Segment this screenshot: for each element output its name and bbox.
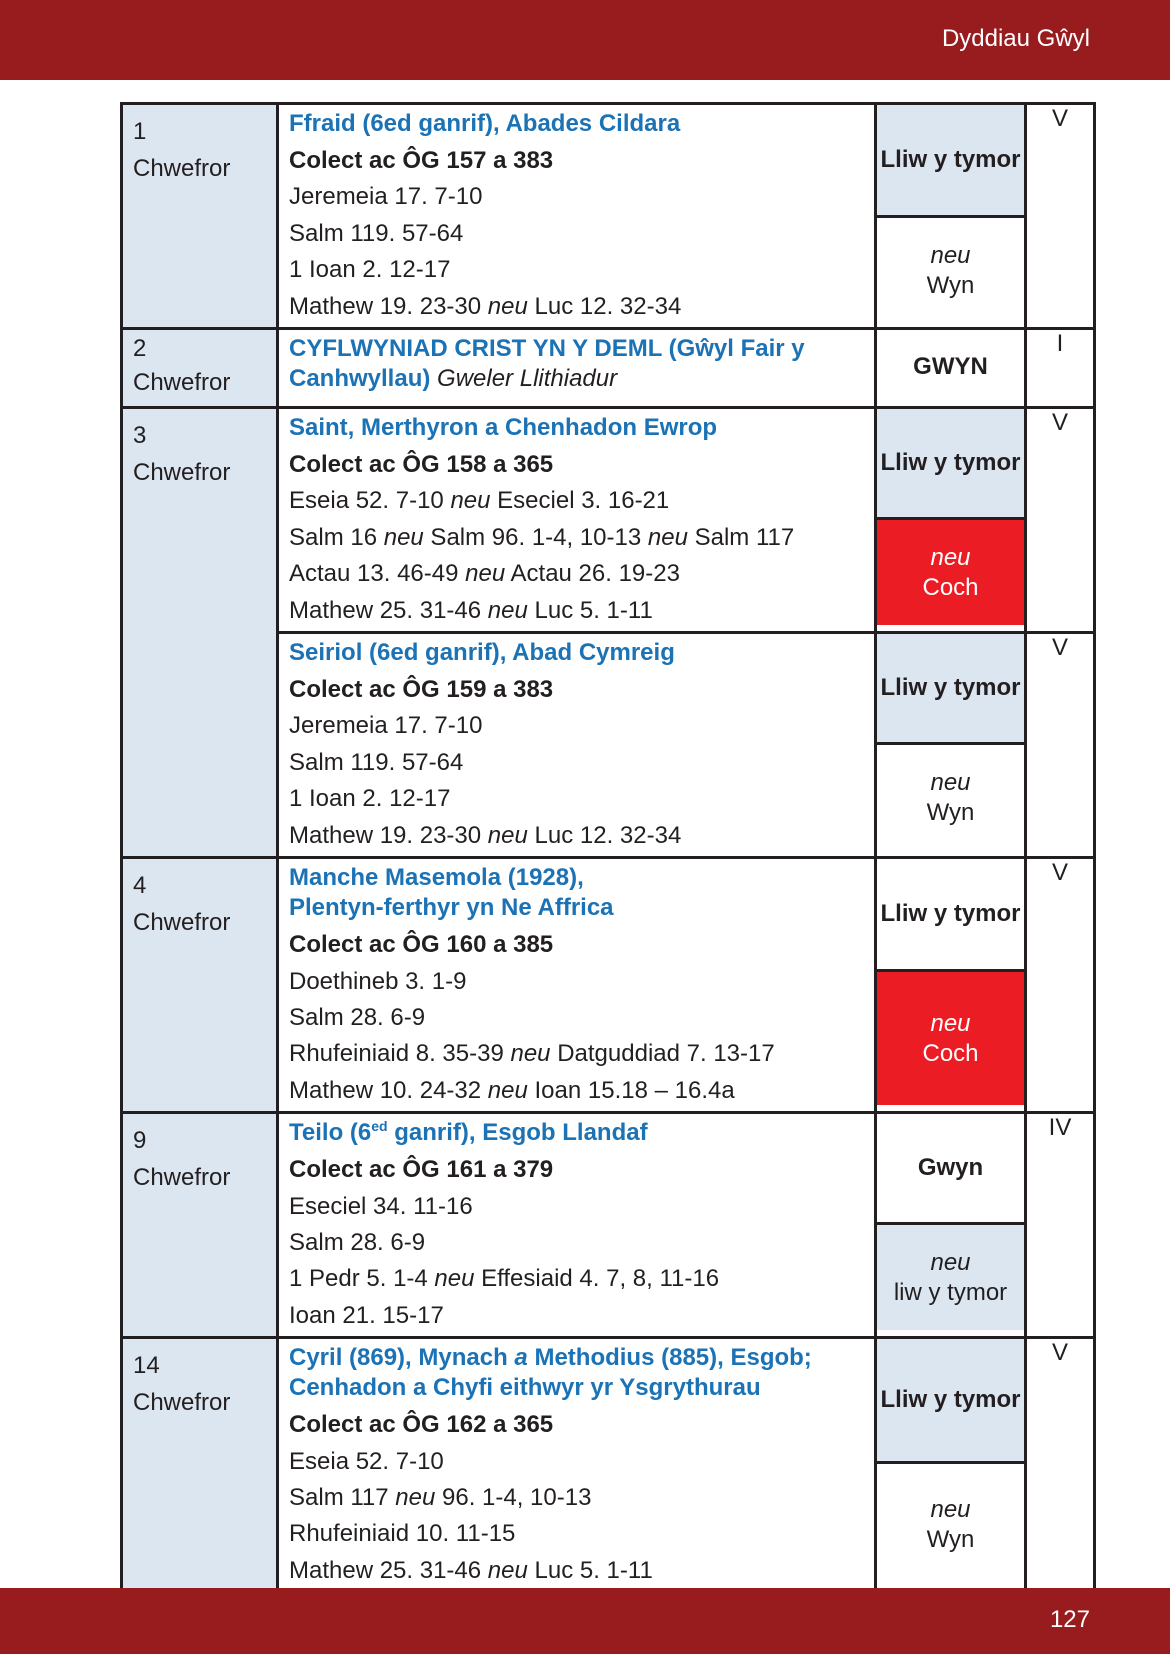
month-name: Chwefror — [133, 909, 231, 937]
day-number: 4 — [133, 872, 147, 900]
reading: Actau 13. 46-49 neu Actau 26. 19-23 — [289, 560, 680, 588]
collect-ref: Colect ac ÔG 158 a 365 — [289, 451, 554, 479]
reading: Salm 119. 57-64 — [289, 219, 464, 247]
feast-note: Gweler Llithiadur — [437, 365, 618, 393]
date-cell — [122, 329, 278, 408]
liturgical-colour: Gwyn — [877, 1114, 1024, 1222]
colour-cell — [876, 858, 1026, 1113]
date-cell — [122, 1338, 278, 1593]
collect-ref: Colect ac ÔG 157 a 383 — [289, 147, 554, 174]
feast-title: Manche Masemola (1928), Plentyn-ferthyr yn Ne Affrica — [289, 864, 614, 922]
liturgical-colour-alt: neu Coch — [877, 517, 1024, 625]
day-number: 9 — [133, 1127, 147, 1155]
month-name: Chwefror — [133, 155, 231, 182]
reading: Salm 28. 6-9 — [289, 1228, 426, 1256]
colour-cell — [876, 633, 1026, 858]
colour-cell — [876, 104, 1026, 329]
reading: Eseciel 34. 11-16 — [289, 1192, 473, 1220]
month-name: Chwefror — [133, 369, 231, 397]
feast-cell — [278, 329, 876, 408]
colour-cell — [876, 1338, 1026, 1593]
rank-cell: V — [1026, 633, 1095, 858]
rank-cell: IV — [1026, 1113, 1095, 1338]
table-row — [122, 104, 1095, 329]
reading: 1 Ioan 2. 12-17 — [289, 785, 451, 813]
date-cell — [122, 104, 278, 329]
reading: Salm 117 neu 96. 1-4, 10-13 — [289, 1483, 592, 1511]
reading: Jeremeia 17. 7-10 — [289, 712, 483, 740]
reading: Ioan 21. 15-17 — [289, 1301, 444, 1329]
liturgical-colour-alt: neu liw y tymor — [877, 1222, 1024, 1330]
feast-cell — [278, 858, 876, 1113]
reading: Eseia 52. 7-10 — [289, 1447, 444, 1475]
reading: Mathew 19. 23-30 neu Luc 12. 32-34 — [289, 292, 682, 320]
liturgical-colour-alt: neu Coch — [877, 969, 1024, 1105]
date-cell — [122, 858, 278, 1113]
collect-ref: Colect ac ÔG 162 a 365 — [289, 1411, 554, 1439]
rank-cell: V — [1026, 408, 1095, 633]
liturgical-colour-season: Lliw y tymor — [877, 409, 1024, 517]
date-cell — [122, 1113, 278, 1338]
colour-cell — [876, 408, 1026, 633]
day-number: 2 — [133, 335, 147, 363]
feast-cell — [278, 1113, 876, 1338]
rank-cell: I — [1026, 329, 1095, 408]
table-row — [122, 1338, 1095, 1593]
feast-title: CYFLWYNIAD CRIST YN Y DEML (Gŵyl Fair y Canhwyllau) Gweler Llithiadur — [289, 335, 805, 393]
liturgical-colour: GWYN — [877, 330, 1024, 403]
day-number: 3 — [133, 422, 147, 450]
reading: Mathew 25. 31-46 neu Luc 5. 1-11 — [289, 596, 653, 624]
reading: Mathew 19. 23-30 neu Luc 12. 32-34 — [289, 821, 682, 849]
month-name: Chwefror — [133, 1389, 231, 1417]
reading: Mathew 10. 24-32 neu Ioan 15.18 – 16.4a — [289, 1076, 735, 1104]
day-number: 14 — [133, 1352, 160, 1380]
table-row — [122, 1113, 1095, 1338]
month-name: Chwefror — [133, 1164, 231, 1192]
feast-cell — [278, 104, 876, 329]
section-title: Dyddiau Gŵyl — [941, 25, 1090, 52]
page-number: 127 — [1049, 1606, 1090, 1633]
footer-band — [0, 1588, 1170, 1654]
feast-cell — [278, 1338, 876, 1593]
liturgical-colour-alt: neu Wyn — [877, 742, 1024, 850]
rank-cell: V — [1026, 104, 1095, 329]
rank-cell: V — [1026, 1338, 1095, 1593]
calendar-table — [120, 102, 1096, 1594]
table-row — [122, 329, 1095, 408]
feast-title: Saint, Merthyron a Chenhadon Ewrop — [289, 414, 718, 442]
liturgical-colour-alt: neu Wyn — [877, 215, 1024, 323]
reading: Doethineb 3. 1-9 — [289, 967, 467, 995]
liturgical-colour-season: Lliw y tymor — [877, 859, 1024, 969]
feast-title: Teilo ($6^{ed}$ ganrif), Esgob Llandaf — [289, 1118, 648, 1147]
reading: Salm 119. 57-64 — [289, 748, 464, 776]
date-cell — [122, 408, 278, 858]
liturgical-colour-alt: neu Wyn — [877, 1461, 1024, 1585]
colour-cell — [876, 329, 1026, 408]
reading: Rhufeiniaid 10. 11-15 — [289, 1520, 516, 1548]
collect-ref: Colect ac ÔG 161 a 379 — [289, 1156, 554, 1184]
reading: 1 Ioan 2. 12-17 — [289, 256, 451, 284]
liturgical-colour-season: Lliw y tymor — [877, 634, 1024, 742]
feast-title: Cyril (869), Mynach a Methodius (885), Esgob; Cenhadon a Chyfi eithwyr yr Ysgrythurau — [289, 1344, 812, 1402]
table-row — [122, 408, 1095, 633]
feast-title: Ffraid (6ed ganrif), Abades Cildara — [289, 110, 681, 137]
table-row — [122, 858, 1095, 1113]
reading: 1 Pedr 5. 1-4 neu Effesiaid 4. 7, 8, 11-16 — [289, 1265, 720, 1293]
feast-title: Seiriol (6ed ganrif), Abad Cymreig — [289, 639, 675, 667]
feast-cell — [278, 408, 876, 633]
liturgical-colour-season: Lliw y tymor — [877, 1339, 1024, 1461]
header-band — [0, 0, 1170, 80]
reading: Jeremeia 17. 7-10 — [289, 183, 483, 211]
reading: Eseia 52. 7-10 neu Eseciel 3. 16-21 — [289, 487, 670, 515]
colour-cell — [876, 1113, 1026, 1338]
rank-cell: V — [1026, 858, 1095, 1113]
reading: Salm 28. 6-9 — [289, 1003, 426, 1031]
reading: Mathew 25. 31-46 neu Luc 5. 1-11 — [289, 1556, 653, 1584]
liturgical-colour-season: Lliw y tymor — [877, 105, 1024, 215]
reading: Rhufeiniaid 8. 35-39 neu Datguddiad 7. 13-17 — [289, 1040, 775, 1068]
collect-ref: Colect ac ÔG 160 a 385 — [289, 931, 554, 959]
collect-ref: Colect ac ÔG 159 a 383 — [289, 676, 554, 704]
day-number: 1 — [133, 118, 147, 145]
month-name: Chwefror — [133, 459, 231, 487]
reading: Salm 16 neu Salm 96. 1-4, 10-13 neu Salm 117 — [289, 523, 795, 551]
feast-cell — [278, 633, 876, 858]
